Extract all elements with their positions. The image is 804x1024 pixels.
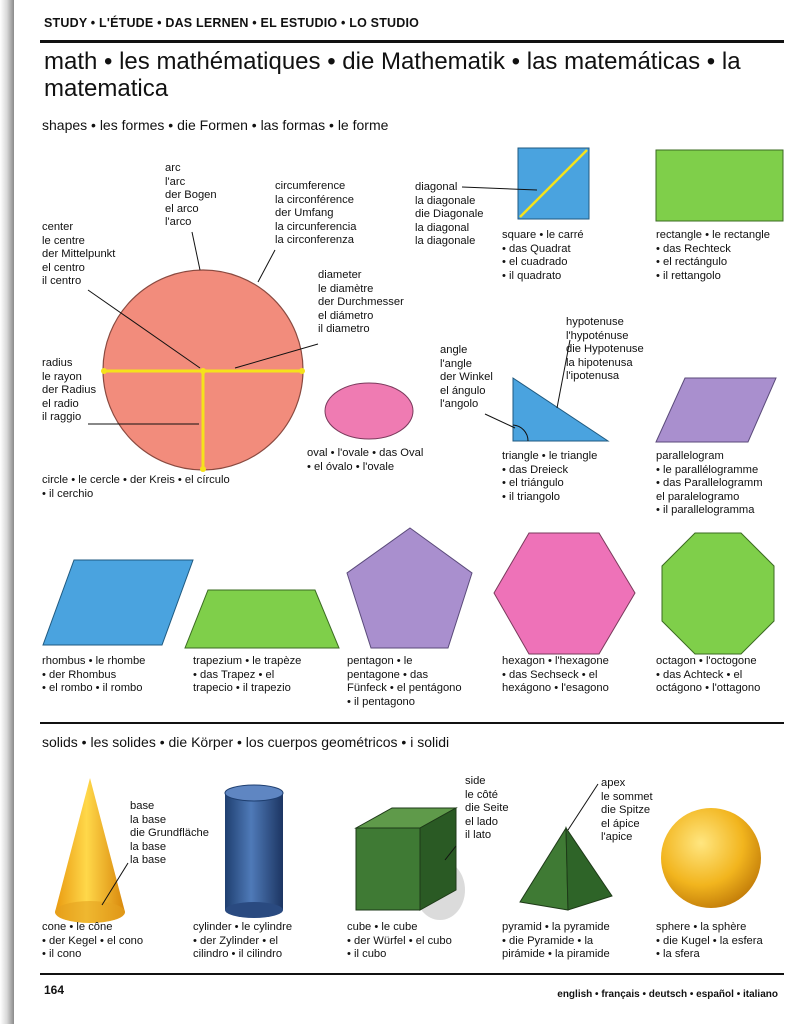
- caption-rectangle: rectangle • le rectangle • das Rechteck • el rectángulo • il rettangolo: [656, 229, 770, 282]
- label-diagonal: diagonal la diagonale die Diagonale la diagonal la diagonale: [415, 181, 484, 248]
- label-circumference: circumference la circonférence der Umfang la circunferencia la circonferenza: [275, 180, 357, 247]
- label-apex: apex le sommet die Spitze el ápice l'apice: [601, 777, 653, 844]
- label-side: side le côté die Seite el lado il lato: [465, 775, 509, 842]
- label-arc: arc l'arc der Bogen el arco l'arco: [165, 162, 217, 229]
- cylinder-top: [225, 785, 283, 801]
- cube-front-face: [356, 828, 420, 910]
- caption-sphere: sphere • la sphère • die Kugel • la esfera • la sfera: [656, 921, 763, 961]
- caption-cylinder: cylinder • le cylindre • der Zylinder • el cilindro • il cilindro: [193, 921, 293, 961]
- caption-pentagon: pentagon • le pentagone • das Fünfeck • el pentágono • il pentagono: [347, 655, 462, 708]
- caption-square: square • le carré • das Quadrat • el cuadrado • il quadrato: [502, 229, 584, 282]
- breadcrumb: STUDY • L'ÉTUDE • DAS LERNEN • EL ESTUDIO • LO STUDIO: [44, 16, 420, 30]
- caption-oval: oval • l'ovale • das Oval • el óvalo • l'ovale: [307, 447, 424, 473]
- caption-pyramid: pyramid • la pyramide • die Pyramide • la pirámide • la piramide: [502, 921, 610, 961]
- label-hypotenuse: hypotenuse l'hypoténuse die Hypotenuse la hipotenusa l'ipotenusa: [566, 316, 644, 383]
- footer-rule: [40, 973, 784, 975]
- caption-circle: circle • le cercle • der Kreis • el círculo • il cerchio: [42, 474, 230, 500]
- caption-octagon: octagon • l'octogone • das Achteck • el octágono • l'ottagono: [656, 655, 761, 695]
- label-angle: angle l'angle der Winkel el ángulo l'angolo: [440, 344, 493, 411]
- label-center: center le centre der Mittelpunkt el centro il centro: [42, 221, 116, 288]
- pyramid-left-face: [520, 828, 568, 910]
- page-title: math • les mathématiques • die Mathematik • las matemáticas • la matematica: [44, 48, 741, 102]
- page-number: 164: [44, 983, 65, 997]
- cone-base: [55, 901, 125, 923]
- caption-parallelogram: parallelogram • le parallélogramme • das Parallelogramm el paralelogramo • il parallelogramma: [656, 450, 763, 517]
- caption-cube: cube • le cube • der Würfel • el cubo • il cubo: [347, 921, 452, 961]
- sphere-solid: [661, 808, 761, 908]
- caption-triangle: triangle • le triangle • das Dreieck • el triángulo • il triangolo: [502, 450, 598, 503]
- caption-cone: cone • le cône • der Kegel • el cono • il cono: [42, 921, 144, 961]
- label-base: base la base die Grundfläche la base la base: [130, 800, 209, 867]
- footer-languages: english • français • deutsch • español • italiano: [557, 989, 778, 1000]
- apex-leader: [568, 784, 598, 830]
- label-radius: radius le rayon der Radius el radio il raggio: [42, 357, 97, 424]
- label-diameter: diameter le diamètre der Durchmesser el diámetro il diametro: [318, 269, 404, 336]
- section-heading-solids: solids • les solides • die Körper • los cuerpos geométricos • i solidi: [42, 734, 450, 750]
- caption-hexagon: hexagon • l'hexagone • das Sechseck • el hexágono • l'esagono: [502, 655, 609, 695]
- cylinder-bottom: [225, 902, 283, 918]
- caption-trapezium: trapezium • le trapèze • das Trapez • el trapecio • il trapezio: [193, 655, 302, 695]
- cylinder-solid: [225, 793, 283, 910]
- section-heading-shapes: shapes • les formes • die Formen • las formas • le forme: [42, 117, 389, 133]
- caption-rhombus: rhombus • le rhombe • der Rhombus • el rombo • il rombo: [42, 655, 146, 695]
